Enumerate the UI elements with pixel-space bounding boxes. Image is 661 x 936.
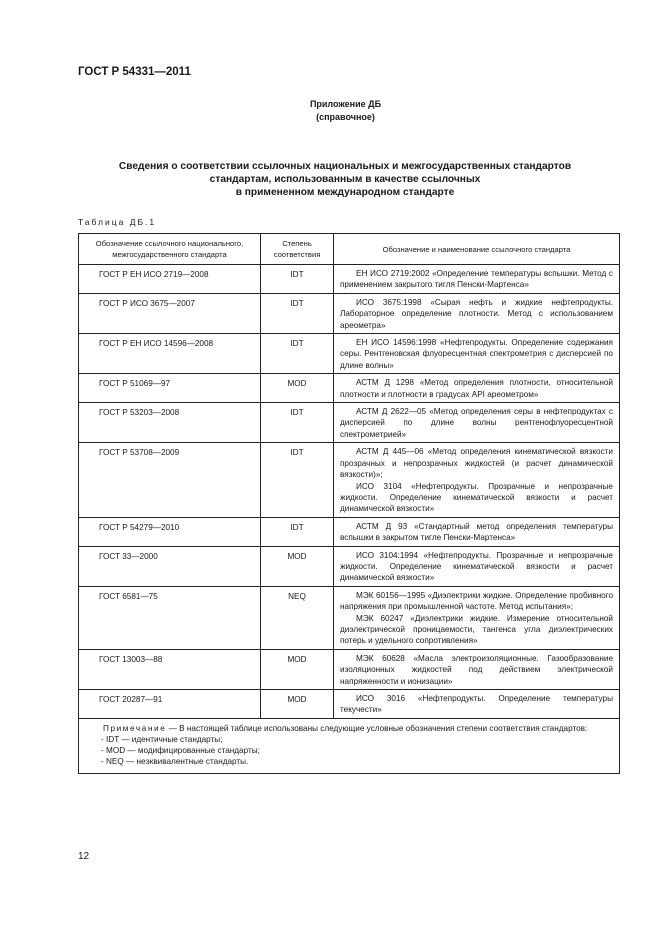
- degree-cell: IDT: [261, 265, 334, 294]
- national-standard-cell: ГОСТ Р 51069—97: [79, 374, 261, 403]
- appendix-title: Приложение ДБ: [309, 99, 382, 109]
- document-id: ГОСТ Р 54331—2011: [78, 66, 191, 78]
- page-number: 12: [78, 851, 90, 862]
- reference-standard-text: ЕН ИСО 2719:2002 «Определение температуры вспышки. Метод с применением закрытого тигля Пенски-Мартенса»: [340, 269, 613, 290]
- reference-standard-cell: [334, 265, 620, 294]
- table-row: [79, 293, 620, 333]
- reference-standard-cell: [334, 293, 620, 333]
- national-standard-cell: ГОСТ 33—2000: [79, 546, 261, 586]
- degree-cell: MOD: [261, 690, 334, 719]
- table-row: [79, 649, 620, 689]
- reference-standard-text: АСТМ Д 2622—05 «Метод определения серы в нефтепродуктах с дисперсией по длине волны рентгенофлуоресцентной спектрометрией»: [340, 407, 613, 439]
- national-standard-cell: ГОСТ Р ЕН ИСО 2719—2008: [79, 265, 261, 294]
- note-label: Примечание: [103, 723, 167, 733]
- appendix-heading: [0, 98, 661, 124]
- reference-standard-text: АСТМ Д 1298 «Метод определения плотности, относительной плотности и плотности в градусах API ареометром»: [340, 378, 613, 399]
- reference-standard-cell: [334, 586, 620, 649]
- degree-cell: MOD: [261, 374, 334, 403]
- reference-standard-cell: [334, 517, 620, 546]
- table-row: [79, 690, 620, 719]
- reference-standard-text: ИСО 3104:1994 «Нефтепродукты. Прозрачные и непрозрачные жидкости. Определение кинематической вязкости и расчет динамической вязкости»: [340, 550, 613, 583]
- national-standard-cell: ГОСТ 6581—75: [79, 586, 261, 649]
- reference-standard-text: МЭК 60628 «Масла электроизоляционные. Газообразование изоляционных жидкостей под действием электрической напряженности и ионизации»: [340, 653, 613, 686]
- table-row: [79, 517, 620, 546]
- title-line: Сведения о соответствии ссылочных национальных и межгосударственных стандартов: [118, 161, 572, 172]
- reference-standard-cell: [334, 374, 620, 403]
- table-row: [79, 265, 620, 294]
- note-body: — В настоящей таблице использованы следующие условные обозначения степени соответствия стандартов:: [166, 723, 588, 733]
- reference-standard-text: ИСО 3104 «Нефтепродукты. Прозрачные и непрозрачные жидкости. Определение кинематической вязкости и расчет динамической вязкости»: [340, 481, 613, 514]
- degree-cell: MOD: [261, 649, 334, 689]
- note-text: [89, 723, 613, 734]
- table-caption: Таблица ДБ.1: [78, 217, 157, 227]
- table-header-row: [79, 234, 620, 265]
- table-row: [79, 586, 620, 649]
- national-standard-cell: ГОСТ Р 53708—2009: [79, 443, 261, 517]
- degree-cell: IDT: [261, 334, 334, 374]
- section-title: [95, 160, 595, 199]
- table-row: [79, 546, 620, 586]
- degree-cell: IDT: [261, 293, 334, 333]
- note-item-mod: - MOD — модифицированные стандарты;: [101, 746, 260, 756]
- reference-standard-text: АСТМ Д 93 «Стандартный метод определения температуры вспышки в закрытом тигле Пенски-Мартенса»: [340, 521, 613, 543]
- reference-standard-cell: [334, 334, 620, 374]
- reference-standard-text: ИСО 3675:1998 «Сырая нефть и жидкие нефтепродукты. Лабораторное определение плотности. Метод с использованием ареометра»: [340, 297, 613, 330]
- degree-cell: IDT: [261, 403, 334, 443]
- national-standard-cell: ГОСТ 13003—88: [79, 649, 261, 689]
- national-standard-cell: ГОСТ Р ЕН ИСО 14596—2008: [79, 334, 261, 374]
- table-note: [79, 718, 620, 773]
- reference-standard-text: ЕН ИСО 14596:1998 «Нефтепродукты. Определение содержания серы. Рентгеновская флуоресцентная спектрометрия с дисперсией по длине волны»: [340, 338, 613, 370]
- reference-standard-text: АСТМ Д 445—06 «Метод определения кинематической вязкости прозрачных и непрозрачных жидкостей (и расчет динамической вязкости)»;: [340, 447, 613, 480]
- reference-standard-cell: [334, 546, 620, 586]
- reference-standard-text: МЭК 60156—1995 «Диэлектрики жидкие. Определение пробивного напряжения при промышленной частоте. Метод испытания»;: [340, 590, 613, 612]
- title-line: стандартам, использованным в качестве ссылочных: [209, 174, 481, 185]
- degree-cell: IDT: [261, 443, 334, 517]
- reference-standard-text: ИСО 3016 «Нефтепродукты. Определение температуры текучести»: [340, 694, 613, 715]
- degree-cell: IDT: [261, 517, 334, 546]
- appendix-subtitle: (справочное): [316, 112, 375, 122]
- degree-cell: NEQ: [261, 586, 334, 649]
- correspondence-table: [78, 233, 620, 774]
- reference-standard-cell: [334, 443, 620, 517]
- header-degree: Степень соответствия: [261, 234, 334, 265]
- reference-standard-text: МЭК 60247 «Диэлектрики жидкие. Измерение относительной диэлектрической проницаемости, тангенса угла диэлектрических потерь и удельного сопротивления»: [340, 613, 613, 646]
- title-line: в примененном международном стандарте: [235, 187, 455, 198]
- header-reference-standard: Обозначение и наименование ссылочного стандарта: [334, 234, 620, 265]
- degree-cell: MOD: [261, 546, 334, 586]
- table-row: [79, 334, 620, 374]
- table-row: [79, 443, 620, 517]
- national-standard-cell: ГОСТ Р ИСО 3675—2007: [79, 293, 261, 333]
- national-standard-cell: ГОСТ Р 54279—2010: [79, 517, 261, 546]
- header-national-standard: Обозначение ссылочного национального, межгосударственного стандарта: [79, 234, 261, 265]
- national-standard-cell: ГОСТ 20287—91: [79, 690, 261, 719]
- note-item-idt: - IDT — идентичные стандарты;: [101, 735, 223, 745]
- reference-standard-cell: [334, 403, 620, 443]
- reference-standard-cell: [334, 690, 620, 719]
- table-row: [79, 403, 620, 443]
- reference-standard-cell: [334, 649, 620, 689]
- note-item-neq: - NEQ — неэквивалентные стандарты.: [101, 757, 249, 767]
- national-standard-cell: ГОСТ Р 53203—2008: [79, 403, 261, 443]
- table-row: [79, 374, 620, 403]
- table-note-row: [79, 718, 620, 773]
